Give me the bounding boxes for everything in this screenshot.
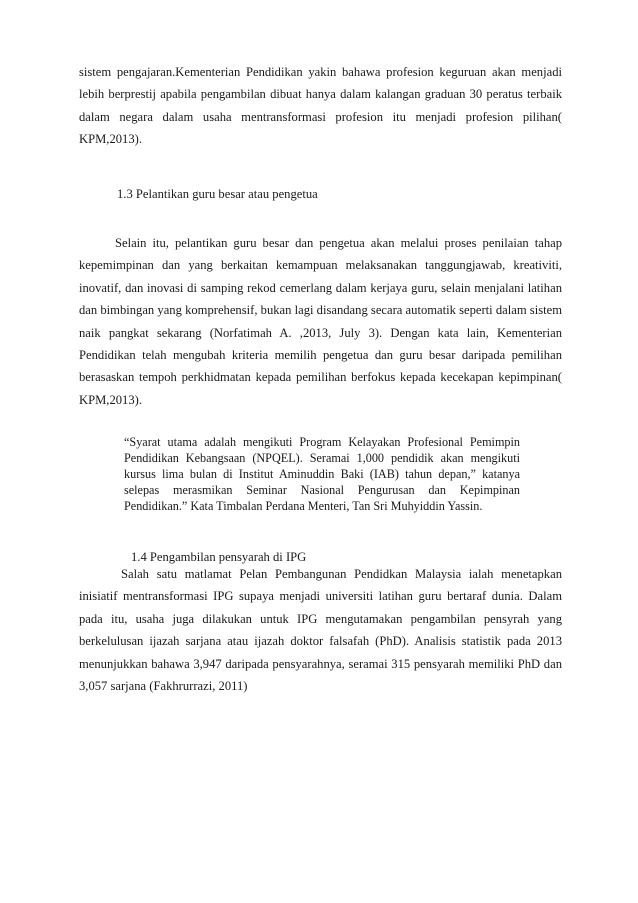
paragraph-pelantikan: Selain itu, pelantikan guru besar dan pengetua akan melalui proses penilaian tahap kepemimpinan dan yang berkaitan kemampuan melaksanakan tanggungjawab, kreativiti, inovatif, dan inovasi di samping rekod cemerlang dalam kerjaya guru, selain menjalani latihan dan bimbingan yang komprehensif, bukan lagi disandang secara automatik seperti dalam sistem naik pangkat sekarang (Norfatimah A. ,2013, July 3). Dengan kata lain, Kementerian Pendidikan telah mengubah kriteria memilih pengetua dan guru besar daripada pemilihan berasaskan tempoh perkhidmatan kepada pemilihan berfokus kepada kecekapan kepimpinan( KPM,2013). bbox=[79, 236, 562, 407]
section-heading-1-4: 1.4 Pengambilan pensyarah di IPG bbox=[131, 550, 307, 564]
paragraph-intro: sistem pengajaran.Kementerian Pendidikan yakin bahawa profesion keguruan akan menjadi lebih berprestij apabila pengambilan dibuat hanya dalam kalangan graduan 30 peratus terbaik dalam negara dalam usaha mentransformasi profesion itu menjadi profesion pilihan( KPM,2013). bbox=[79, 65, 562, 147]
paragraph-pengambilan: Salah satu matlamat Pelan Pembangunan Pendidkan Malaysia ialah menetapkan inisiatif mentransformasi IPG supaya menjadi universiti latihan guru bertaraf dunia. Dalam pada itu, usaha juga dilakukan untuk IPG mengutamakan pengambilan pensyrah yang berkelulusan ijazah sarjana atau ijazah doktor falsafah (PhD). Analisis statistik pada 2013 menunjukkan bahawa 3,947 daripada pensyarahnya, seramai 315 pensyarah memiliki PhD dan 3,057 sarjana (Fakhrurrazi, 2011) bbox=[79, 567, 562, 694]
section-heading-1-3: 1.3 Pelantikan guru besar atau pengetua bbox=[117, 187, 318, 201]
block-quote: “Syarat utama adalah mengikuti Program Kelayakan Profesional Pemimpin Pendidikan Kebangsaan (NPQEL). Seramai 1,000 pendidik akan mengikuti kursus lima bulan di Institut Aminuddin Baki (IAB) tahun depan,” katanya selepas merasmikan Seminar Nasional Pengurusan dan Kepimpinan Pendidikan.” Kata Timbalan Perdana Menteri, Tan Sri Muhyiddin Yassin. bbox=[124, 435, 520, 513]
